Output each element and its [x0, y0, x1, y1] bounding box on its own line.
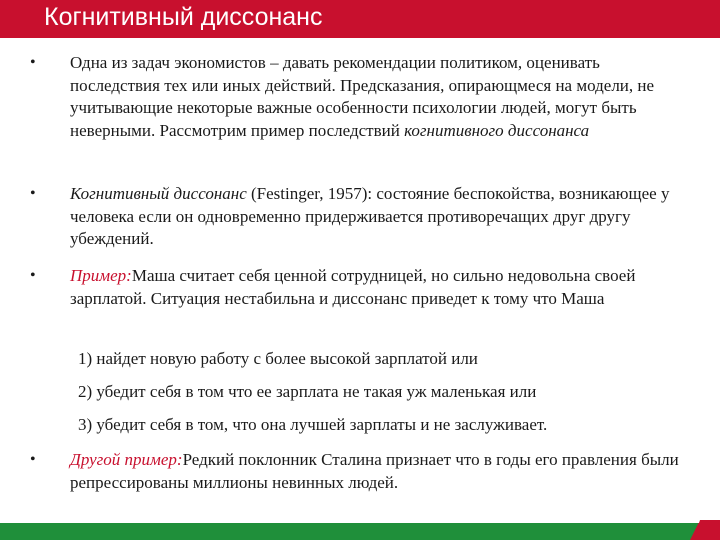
- bullet-1-body: Одна из задач экономистов – давать рекомендации политиком, оценивать последствия тех или иных действий. Предсказания, опирающмеся на модели, не учитывающие некоторые важные особенности психологии людей, могут быть неверными. Рассмотрим пример последствий: [70, 53, 655, 140]
- bullet-marker: •: [30, 451, 36, 468]
- bullet-1-text: [70, 52, 690, 142]
- bullet-3-body: Маша считает себя ценной сотрудницей, но сильно недовольна своей зарплатой. Ситуация нестабильна и диссонанс приведет к тому что Маша: [70, 266, 636, 308]
- option-2: 2) убедит себя в том что ее зарплата не такая уж маленькая или: [78, 382, 537, 401]
- bullet-3-text: [70, 265, 690, 310]
- bullet-marker: •: [30, 185, 36, 202]
- bottom-decor-bar: [0, 520, 720, 540]
- bullet-1-emphasis: когнитивного диссонанса: [404, 120, 590, 140]
- title-bar: [0, 0, 720, 38]
- bullet-marker: •: [30, 267, 36, 284]
- slide-title: Когнитивный диссонанс: [44, 3, 323, 31]
- bullet-3-label: Пример:: [70, 266, 132, 285]
- bullet-4-text: [70, 449, 690, 494]
- bullet-2-emphasis: Когнитивный диссонанс: [70, 184, 251, 203]
- bullet-2-text: [70, 183, 690, 251]
- bullet-2-body: (Festinger, 1957): состояние беспокойства, возникающее у человека если он одновременно придерживается противоречащих друг другу убеждений.: [70, 184, 670, 248]
- option-1: 1) найдет новую работу с более высокой зарплатой или: [78, 349, 478, 368]
- bullet-4-body: Редкий поклонник Сталина признает что в годы его правления были репрессированы миллионы невинных людей.: [70, 450, 679, 492]
- bullet-4-label: Другой пример:: [70, 450, 183, 469]
- bullet-marker: •: [30, 54, 36, 71]
- option-3: 3) убедит себя в том, что она лучшей зарплаты и не заслуживает.: [78, 415, 548, 434]
- bottom-decor-graphic: [0, 520, 720, 540]
